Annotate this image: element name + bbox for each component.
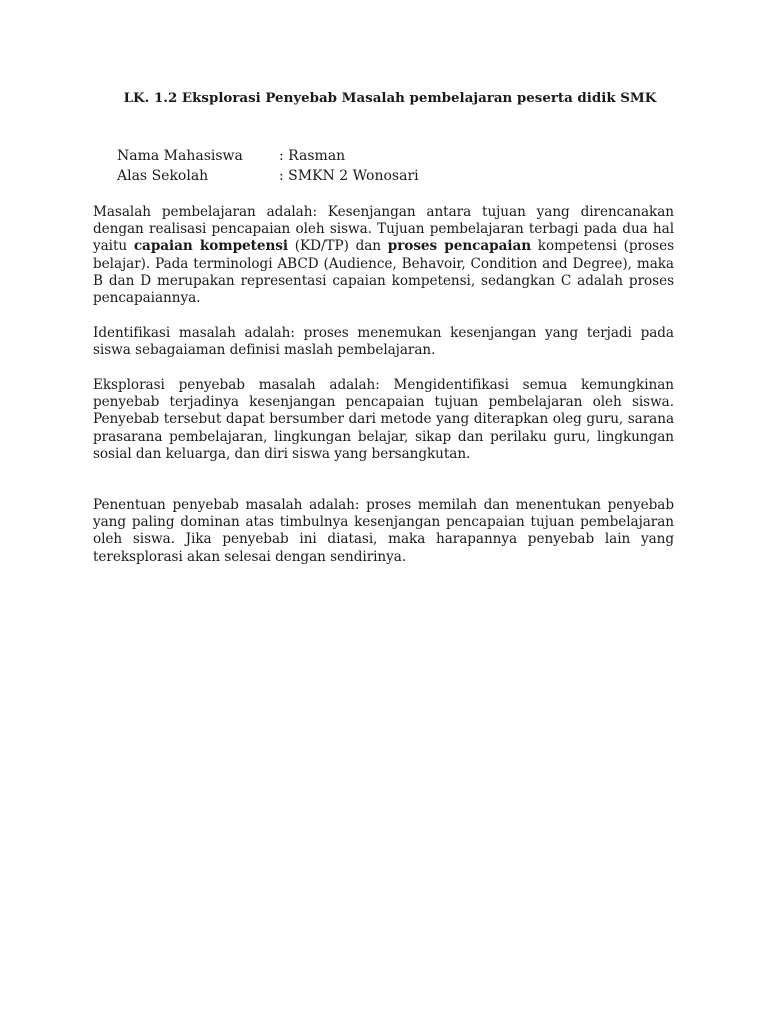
paragraph-cause-exploration: Eksplorasi penyebab masalah adalah: Mengidentifikasi semua kemungkinan penyebab terjadinya kesenjangan pencapaian tujuan pembelajaran oleh siswa. Penyebab tersebut dapat bersumber dari metode yang diterapkan oleg guru, sarana prasarana pembelajaran, lingkungan belajar, sikap dan perilaku guru, lingkungan sosial dan keluarga, dan diri siswa yang bersangkutan. [93, 377, 674, 462]
paragraph-1-text-b: (KD/TP) dan [288, 238, 388, 255]
paragraph-1-text-c: kompetensi (proses belajar). Pada terminologi ABCD (Audience, Behavoir, Condition and Degree), maka B dan D merupakan representasi capaian kompetensi, sedangkan C adalah proses pencapaiannya. [93, 238, 674, 307]
paragraph-1-bold-proses: proses pencapaian [387, 238, 532, 255]
student-name-label: Nama Mahasiswa [117, 148, 243, 164]
school-label: Alas Sekolah [117, 168, 209, 184]
identity-row-school [117, 166, 419, 186]
identity-block [117, 146, 419, 186]
paragraph-learning-problem [93, 204, 674, 307]
paragraph-cause-determination: Penentuan penyebab masalah adalah: proses memilah dan menentukan penyebab yang paling dominan atas timbulnya kesenjangan pencapaian tujuan pembelajaran oleh siswa. Jika penyebab ini diatasi, maka harapannya penyebab lain yang tereksplorasi akan selesai dengan sendirinya. [93, 497, 674, 565]
school-value: : SMKN 2 Wonosari [279, 168, 419, 184]
paragraph-1-text-a: Masalah pembelajaran adalah: Kesenjangan antara tujuan yang direncanakan dengan realisasi pencapaian oleh siswa. Tujuan pembelajaran terbagi pada dua hal yaitu [93, 204, 674, 255]
paragraph-1-bold-capaian: capaian kompetensi [133, 238, 289, 255]
identity-row-name [117, 146, 419, 166]
paragraph-problem-identification: Identifikasi masalah adalah: proses menemukan kesenjangan yang terjadi pada siswa sebagaiaman definisi maslah pembelajaran. [93, 325, 674, 359]
student-name-value: : Rasman [279, 148, 346, 164]
document-title: LK. 1.2 Eksplorasi Penyebab Masalah pembelajaran peserta didik SMK [123, 90, 657, 106]
